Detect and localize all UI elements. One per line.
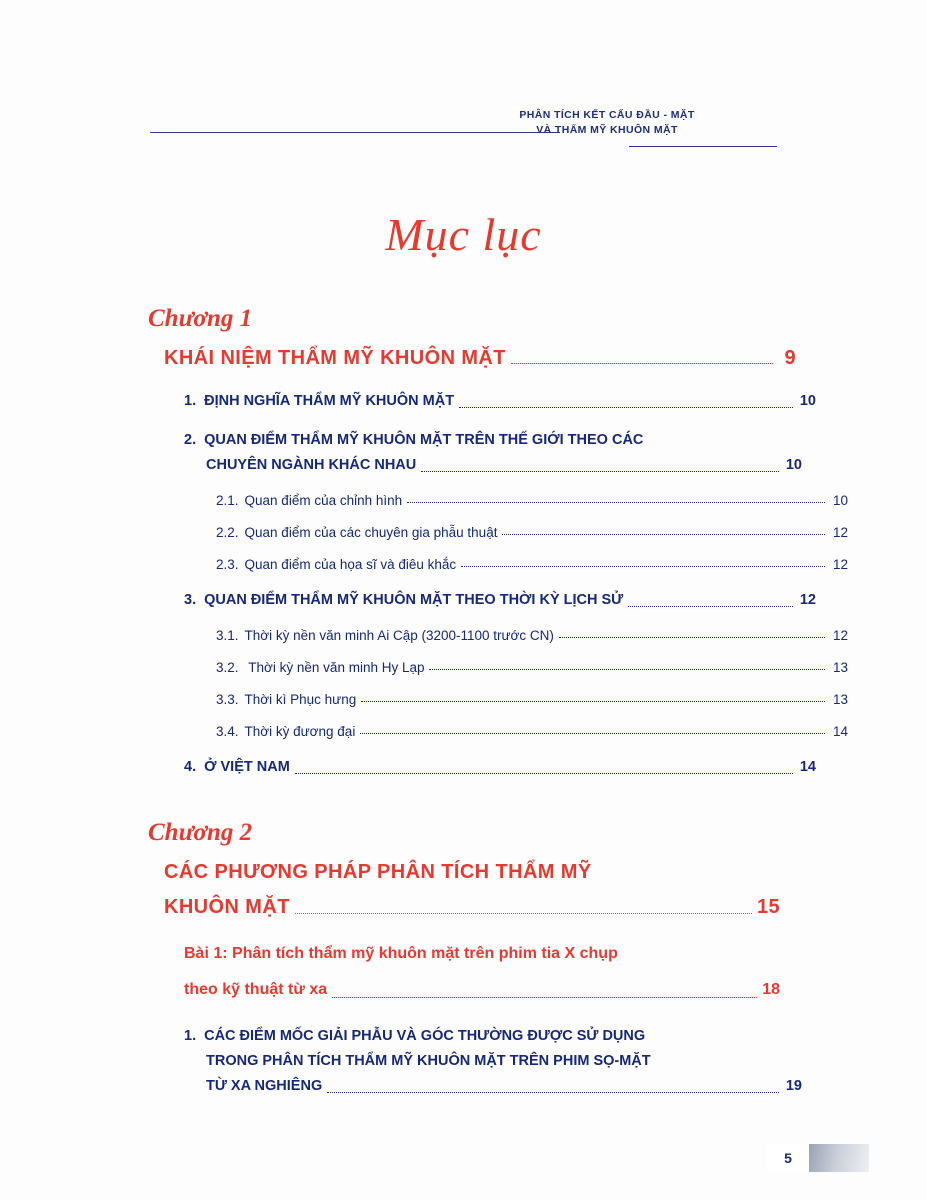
dot-leader: [459, 406, 793, 408]
toc-page-number: 19: [785, 1078, 802, 1094]
toc-entry-2-1[interactable]: [184, 1025, 802, 1098]
toc-entry-1-3-4[interactable]: [216, 724, 848, 739]
toc-entry-text-cont: CHUYÊN NGÀNH KHÁC NHAU: [206, 457, 417, 473]
toc-entry-text-cont: theo kỹ thuật từ xa: [184, 981, 328, 998]
header-rule-right: [629, 146, 777, 147]
toc-entry-1-1[interactable]: [184, 390, 816, 413]
toc-entry-number: 2.1.: [216, 493, 239, 508]
running-header: [150, 108, 777, 154]
header-title-line2: VÀ THẨM MỸ KHUÔN MẶT: [536, 124, 678, 136]
toc-entry-number: 1.: [184, 1028, 197, 1044]
toc-page-number: 10: [785, 457, 802, 473]
toc-entry-line2: [206, 454, 802, 477]
toc-entry-1-4[interactable]: [184, 756, 816, 779]
toc-entry-chapter-1-heading[interactable]: [164, 347, 796, 370]
toc-page-number: 13: [832, 660, 848, 675]
chapter-label-1: Chương 1: [148, 305, 253, 332]
toc-entry-number: 1.: [184, 393, 197, 409]
toc-page-number: 12: [832, 557, 848, 572]
toc-entry-lesson-1[interactable]: [184, 941, 780, 1003]
toc-entry-number: 4.: [184, 759, 197, 775]
toc-page-number: 9: [784, 347, 796, 369]
toc-entry-text: Thời kỳ nền văn minh Ai Cập (3200-1100 trước CN): [244, 628, 554, 643]
dot-leader: [361, 700, 825, 702]
toc-entry-1-2-3[interactable]: [216, 557, 848, 572]
toc-page-number: 12: [832, 628, 848, 643]
dot-leader: [511, 362, 773, 364]
toc-entry-number: 3.1.: [216, 628, 239, 643]
footer-page-number: 5: [767, 1144, 809, 1172]
toc-entry-text: Thời kì Phục hưng: [244, 692, 357, 707]
toc-entry-line2: [206, 1050, 802, 1073]
toc-entry-number: 3.: [184, 592, 197, 608]
toc-entry-text: Quan điểm của các chuyên gia phẫu thuật: [244, 525, 498, 540]
toc-entry-number: 2.: [184, 432, 197, 448]
toc-entry-text-cont: KHUÔN MẶT: [164, 896, 290, 918]
chapter-block-1: [148, 305, 848, 779]
toc-entry-text: ĐỊNH NGHĨA THẨM MỸ KHUÔN MẶT: [204, 393, 455, 409]
toc-entry-line1: [184, 429, 780, 452]
toc-entry-1-3-2[interactable]: [216, 660, 848, 675]
toc-entry-number: 2.3.: [216, 557, 239, 572]
toc-entry-text-cont2: TỪ XA NGHIÊNG: [206, 1078, 323, 1094]
dot-leader: [559, 636, 825, 638]
header-title: [437, 108, 777, 138]
toc-page-number: 10: [799, 393, 816, 409]
dot-leader: [295, 912, 752, 914]
toc-entry-number: 3.3.: [216, 692, 239, 707]
toc-entry-line1: Bài 1: Phân tích thẩm mỹ khuôn mặt trên phim tia X chụp: [184, 945, 618, 962]
dot-leader: [421, 470, 779, 472]
toc-entry-text: Quan điểm của chỉnh hình: [244, 493, 403, 508]
toc-page-number: 12: [832, 525, 848, 540]
toc-entry-text: QUAN ĐIỂM THẨM MỸ KHUÔN MẶT TRÊN THẾ GIỚI THEO CÁC: [204, 432, 644, 448]
dot-leader: [407, 501, 825, 503]
dot-leader: [360, 732, 825, 734]
toc-entry-line3: [206, 1075, 802, 1098]
toc-entry-number: 3.2.: [216, 660, 239, 675]
toc-entry-1-3[interactable]: [184, 589, 816, 612]
toc-entry-text: Thời kỳ đương đại: [244, 724, 356, 739]
toc-page-number: 12: [799, 592, 816, 608]
toc-page-number: 15: [756, 896, 780, 918]
toc-entry-1-3-1[interactable]: [216, 628, 848, 643]
chapter-block-2: [148, 819, 802, 1098]
toc-entry-number: 2.2.: [216, 525, 239, 540]
toc-page-number: 13: [832, 692, 848, 707]
dot-leader: [628, 605, 793, 607]
toc-page-number: 10: [832, 493, 848, 508]
toc-entry-line2: [164, 896, 780, 919]
toc-entry-line2: [184, 977, 780, 1003]
toc-entry-number: 3.4.: [216, 724, 239, 739]
toc-entry-line1: CÁC PHƯƠNG PHÁP PHÂN TÍCH THẨM MỸ: [164, 861, 592, 883]
toc-entry-text: QUAN ĐIỂM THẨM MỸ KHUÔN MẶT THEO THỜI KỲ LỊCH SỬ: [204, 592, 624, 608]
dot-leader: [429, 668, 825, 670]
page-footer: [0, 1138, 927, 1172]
toc-page-number: 14: [799, 759, 816, 775]
toc-entry-text: Ở VIỆT NAM: [204, 759, 290, 775]
toc-entry-1-3-3[interactable]: [216, 692, 848, 707]
toc-entry-1-2-2[interactable]: [216, 525, 848, 540]
table-of-contents: [148, 305, 848, 1114]
toc-entry-1-2-1[interactable]: [216, 493, 848, 508]
toc-entry-text: Quan điểm của họa sĩ và điêu khắc: [244, 557, 457, 572]
dot-leader: [295, 772, 793, 774]
footer-decoration: [809, 1144, 869, 1172]
toc-entry-text: CÁC ĐIỂM MỐC GIẢI PHẪU VÀ GÓC THƯỜNG ĐƯỢC SỬ DỤNG: [204, 1028, 646, 1044]
toc-entry-1-2[interactable]: [184, 429, 802, 477]
page-title: Mục lục: [385, 209, 542, 260]
dot-leader: [502, 533, 825, 535]
dot-leader: [327, 1091, 779, 1093]
toc-entry-line1: [184, 1025, 780, 1048]
toc-page-number: 14: [832, 724, 848, 739]
header-title-line1: PHÂN TÍCH KẾT CẤU ĐẦU - MẶT: [519, 109, 695, 121]
toc-entry-text: Thời kỳ nền văn minh Hy Lạp: [244, 660, 425, 675]
toc-entry-text: KHÁI NIỆM THẨM MỸ KHUÔN MẶT: [164, 347, 506, 369]
dot-leader: [461, 565, 825, 567]
toc-entry-text-cont: TRONG PHÂN TÍCH THẨM MỸ KHUÔN MẶT TRÊN PHIM SỌ-MẶT: [206, 1053, 651, 1069]
chapter-label-2: Chương 2: [148, 819, 253, 846]
toc-page-number: 18: [762, 981, 780, 998]
toc-entry-chapter-2-heading[interactable]: [164, 861, 780, 919]
dot-leader: [332, 996, 757, 998]
